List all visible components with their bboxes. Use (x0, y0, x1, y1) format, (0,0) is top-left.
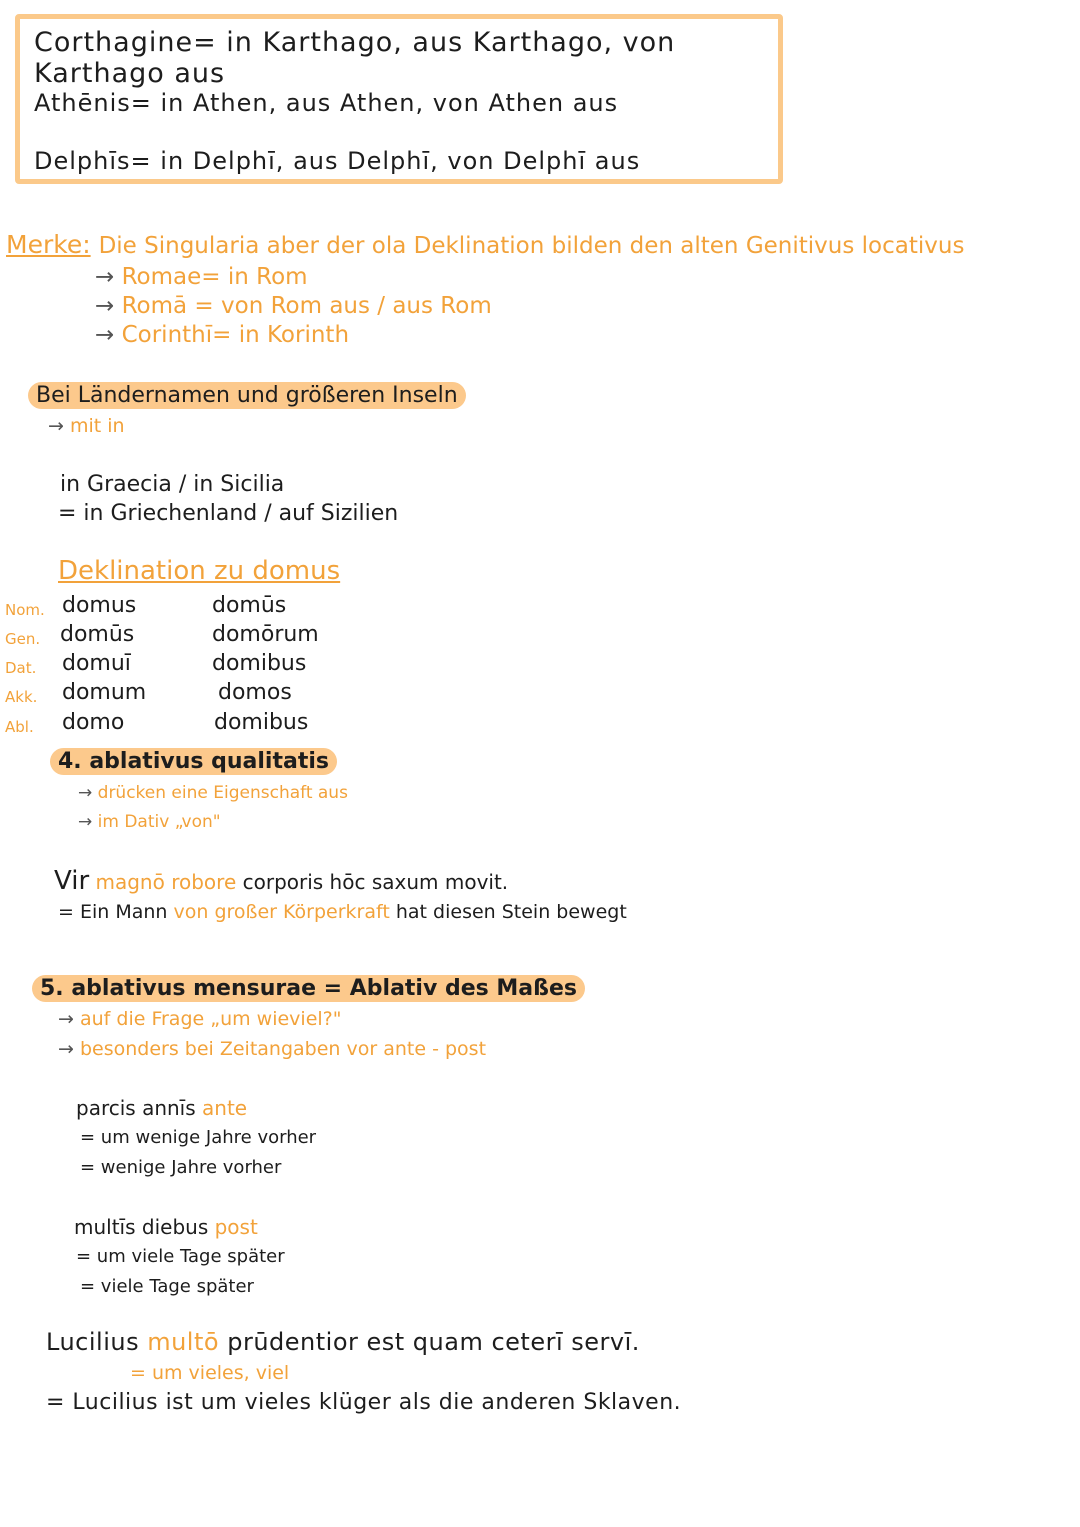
domus-plural: domibus (212, 651, 307, 676)
merke-label: Merke: (6, 230, 91, 259)
case-label: Dat. (5, 659, 37, 677)
locative-line-athens: Athēnis= in Athen, aus Athen, von Athen aus (34, 89, 619, 117)
mensurae-final-gloss: = um vieles, viel (130, 1362, 290, 1384)
mensurae-example-2: multīs diebus post (74, 1215, 258, 1239)
mensurae-note-2: → besonders bei Zeitangaben vor ante - post (58, 1038, 487, 1060)
qualitatis-sentence: Vir magnō robore corporis hōc saxum movit. (54, 866, 509, 896)
laender-example: in Graecia / in Sicilia (60, 472, 285, 497)
case-label: Nom. (5, 601, 45, 619)
mensurae-example-1-translation-2: = wenige Jahre vorher (80, 1157, 282, 1178)
qualitatis-note-1: → drücken eine Eigenschaft aus (78, 783, 348, 803)
arrow-icon: → (95, 322, 115, 348)
domus-singular: domuī (62, 651, 131, 676)
domus-plural: domōrum (212, 622, 319, 647)
merke-note (6, 230, 964, 259)
merke-example-2: → Romā = von Rom aus / aus Rom (95, 293, 492, 319)
mensurae-example-2-translation-1: = um viele Tage später (76, 1246, 285, 1267)
merke-example-3: → Corinthī= in Korinth (95, 322, 350, 348)
qualitatis-translation: = Ein Mann von großer Körperkraft hat diesen Stein bewegt (58, 901, 627, 923)
mensurae-example-1: parcis annīs ante (76, 1096, 248, 1120)
arrow-icon: → (78, 812, 93, 832)
mensurae-note-1: → auf die Frage „um wieviel?" (58, 1008, 342, 1030)
mensurae-example-1-translation-1: = um wenige Jahre vorher (80, 1127, 317, 1148)
arrow-icon: → (95, 293, 115, 319)
domus-singular: domūs (60, 622, 135, 647)
locative-box (15, 14, 783, 184)
mensurae-heading: 5. ablativus mensurae = Ablativ des Maßes (32, 975, 585, 1002)
domus-plural: domibus (214, 710, 309, 735)
case-label: Akk. (5, 688, 38, 706)
locative-line-delphi: Delphīs= in Delphī, aus Delphī, von Delphī aus (34, 147, 641, 175)
case-label: Abl. (5, 718, 34, 736)
domus-singular: domo (62, 710, 125, 735)
domus-singular: domus (62, 593, 137, 618)
domus-title: Deklination zu domus (58, 556, 341, 586)
locative-line-carthago: Corthagine= in Karthago, aus Karthago, von Karthago aus (34, 27, 676, 89)
laender-heading: Bei Ländernamen und größeren Inseln (28, 382, 466, 409)
arrow-icon: → (58, 1008, 74, 1030)
domus-singular: domum (62, 680, 147, 705)
qualitatis-note-2: → im Dativ „von" (78, 812, 221, 832)
qualitatis-heading: 4. ablativus qualitatis (50, 748, 337, 775)
arrow-icon: → (48, 415, 64, 437)
domus-plural: domos (218, 680, 292, 705)
arrow-icon: → (95, 264, 115, 290)
merke-example-1: → Romae= in Rom (95, 264, 308, 290)
case-label: Gen. (5, 630, 41, 648)
arrow-icon: → (78, 783, 93, 803)
merke-text: Die Singularia aber der ola Deklination bilden den alten Genitivus locativus (98, 233, 965, 259)
domus-plural: domūs (212, 593, 287, 618)
mensurae-example-2-translation-2: = viele Tage später (80, 1276, 254, 1297)
arrow-icon: → (58, 1038, 74, 1060)
laender-translation: = in Griechenland / auf Sizilien (58, 501, 399, 526)
mensurae-final-sentence: Lucilius multō prūdentior est quam ceterī servī. (46, 1328, 640, 1356)
mensurae-final-translation: = Lucilius ist um vieles klüger als die anderen Sklaven. (46, 1390, 682, 1415)
laender-note: → mit in (48, 415, 125, 437)
